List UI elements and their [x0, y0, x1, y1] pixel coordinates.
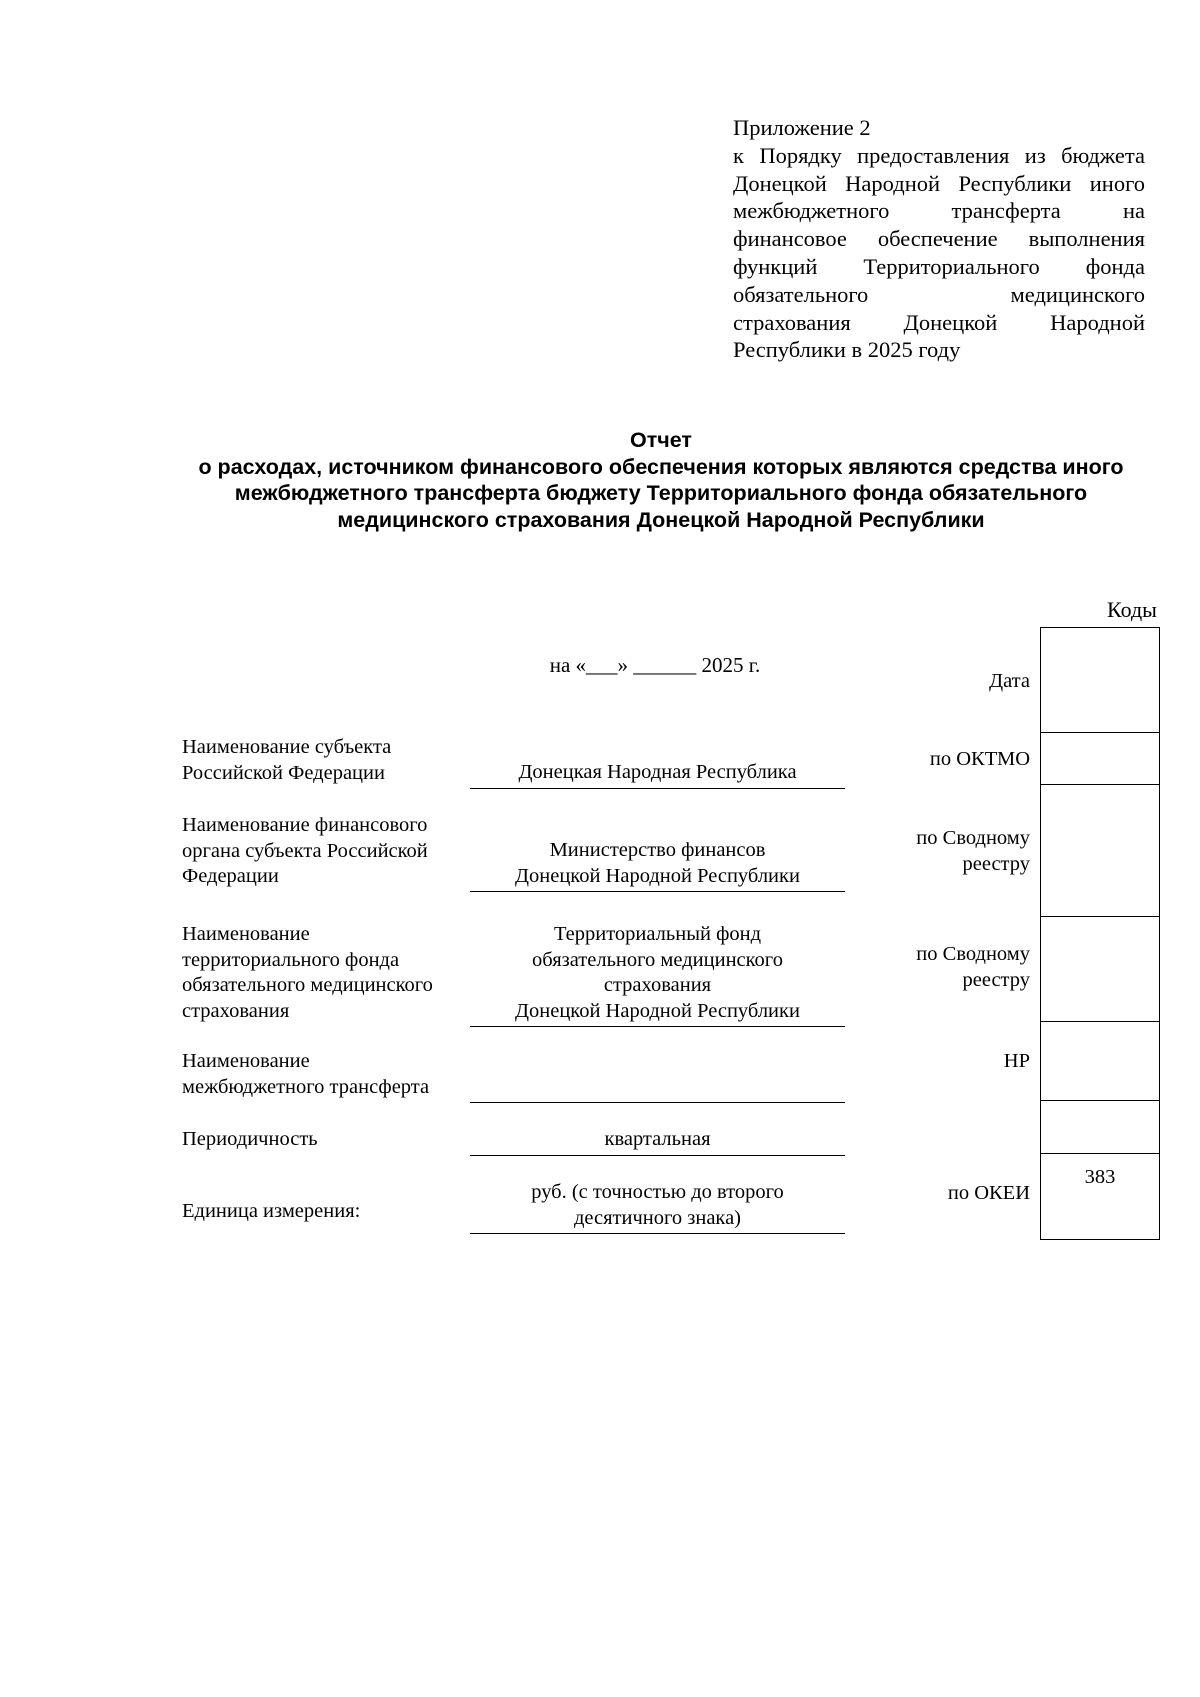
code-cell-okei[interactable]: 383 — [1041, 1154, 1160, 1240]
codes-table — [1040, 627, 1160, 1240]
annex-heading: Приложение 2 — [733, 115, 871, 140]
code-cell-periodicity[interactable] — [1041, 1101, 1160, 1154]
report-date: на «___» ______ 2025 г. — [549, 653, 761, 677]
label-line: Наименование субъекта — [182, 736, 392, 758]
code-cell-nr[interactable] — [1041, 1022, 1160, 1101]
fin-body-value — [470, 838, 845, 892]
report-title — [0, 427, 1200, 533]
code-label-line: по Сводному — [916, 827, 1030, 849]
transfer-value — [470, 1074, 845, 1103]
code-label-line: реестру — [962, 968, 1030, 991]
annex-line: страхования Донецкой Народной — [733, 309, 1145, 335]
code-label-line: по Сводному — [916, 943, 1030, 965]
label-line: Российской Федерации — [182, 761, 385, 784]
unit-label — [182, 1199, 360, 1225]
label-line: Федерации — [182, 865, 279, 888]
periodicity-value — [470, 1127, 845, 1156]
label-line: территориального фонда — [182, 948, 400, 971]
oktmo-code-label — [830, 747, 1030, 773]
code-cell-oktmo[interactable] — [1041, 733, 1160, 785]
code-cell-fin-registry[interactable] — [1041, 785, 1160, 917]
subject-value — [470, 760, 845, 789]
code-label-line: НР — [1003, 1050, 1030, 1072]
value-line: Территориальный фонд — [553, 923, 762, 945]
annex-line: функций Территориального фонда — [733, 253, 1145, 279]
fin-registry-code-label — [830, 826, 1030, 877]
value-line: Донецкая Народная Республика — [518, 761, 797, 783]
label-line: Единица измерения: — [182, 1200, 361, 1222]
annex-line: Республики в 2025 году — [733, 337, 961, 363]
code-label-line: по ОКТМО — [929, 748, 1030, 770]
label-line: Наименование финансового — [182, 814, 428, 836]
value-line: обязательного медицинского — [532, 948, 783, 971]
periodicity-label — [182, 1127, 318, 1153]
annex-line: межбюджетного трансферта на — [733, 198, 1145, 224]
transfer-label — [182, 1049, 429, 1100]
code-label-line: по ОКЕИ — [947, 1182, 1030, 1204]
annex-line: финансовое обеспечение выполнения — [733, 226, 1145, 252]
report-title-main: Отчет — [630, 428, 692, 452]
report-title-line: межбюджетного трансферта бюджету Территориального фонда обязательного — [234, 481, 1088, 505]
label-line: межбюджетного трансферта — [182, 1075, 430, 1098]
annex-line: Донецкой Народной Республики иного — [733, 170, 1145, 196]
report-title-line: о расходах, источником финансового обеспечения которых являются средства иного — [198, 454, 1124, 479]
code-label-line: реестру — [962, 852, 1030, 875]
fund-value — [470, 922, 845, 1027]
value-line: Донецкой Народной Республики — [515, 999, 800, 1022]
label-line: органа субъекта Российской — [182, 839, 428, 862]
date-code-label: Дата — [989, 670, 1030, 692]
value-line: Министерство финансов — [549, 839, 766, 861]
fund-registry-code-label — [830, 942, 1030, 993]
fin-body-label — [182, 813, 428, 890]
nr-code-label — [830, 1049, 1030, 1075]
label-line: обязательного медицинского — [182, 974, 433, 997]
annex-header — [733, 114, 1145, 364]
value-line: страхования — [603, 974, 712, 997]
annex-line: к Порядку предоставления из бюджета — [733, 142, 1145, 168]
report-title-line: медицинского страхования Донецкой Народной Республики — [337, 507, 985, 532]
value-line: Донецкой Народной Республики — [515, 864, 800, 887]
fund-label — [182, 922, 433, 1024]
codes-header: Коды — [1107, 597, 1157, 622]
value-line: квартальная — [604, 1128, 711, 1150]
code-cell-date[interactable] — [1041, 628, 1160, 733]
unit-value — [470, 1180, 845, 1234]
label-line: страхования — [182, 999, 290, 1022]
value-line: руб. (с точностью до второго — [531, 1181, 784, 1203]
value-line: десятичного знака) — [573, 1206, 742, 1229]
subject-label — [182, 735, 391, 786]
label-line: Наименование — [182, 923, 310, 945]
code-cell-fund-registry[interactable] — [1041, 917, 1160, 1022]
okei-code-label — [830, 1181, 1030, 1207]
annex-line: обязательного медицинского — [733, 281, 1145, 307]
label-line: Периодичность — [182, 1128, 318, 1150]
label-line: Наименование — [182, 1050, 310, 1072]
